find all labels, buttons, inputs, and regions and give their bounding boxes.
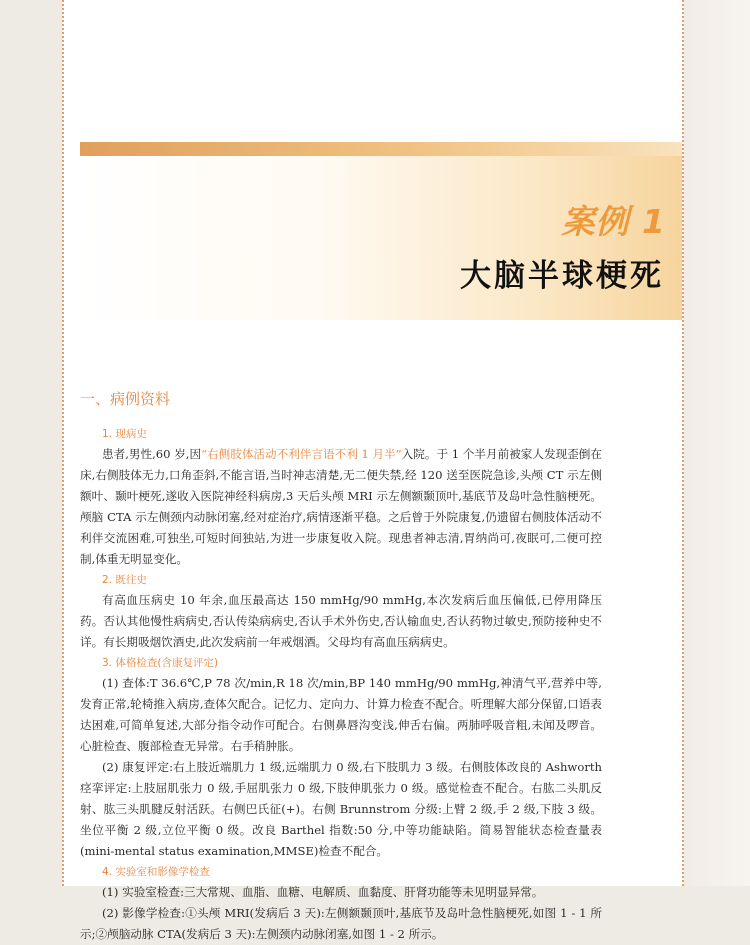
exam-paragraph-1: (1) 查体:T 36.6℃,P 78 次/min,R 18 次/min,BP 140 mmHg/90 mmHg,神清气平,营养中等,发育正常,轮椅推入病房,查体欠配合。记忆力、定向力、计算力检查不配合。听理解大部分保留,口语表达困难,可简单复述,大部分指令动作可配合。右侧鼻唇沟变浅,伸舌右偏。两肺呼吸音粗,未闻及啰音。心脏检查、腹部检查无异常。右手稍肿胀。 xyxy=(80,676,602,753)
present-history-prefix: 患者,男性,60 岁,因 xyxy=(102,447,202,461)
right-gutter xyxy=(686,0,750,886)
blank-top-area xyxy=(64,0,682,138)
chief-complaint: “右侧肢体活动不利伴言语不利 1 月半” xyxy=(201,447,402,461)
exam-paragraph-2: (2) 康复评定:右上肢近端肌力 1 级,远端肌力 0 级,右下肢肌力 3 级。右侧肢体改良的 Ashworth 痉挛评定:上肢屈肌张力 0 级,手屈肌张力 0 级,下肢伸肌张力 0 级。感觉检查不配合。右肱二头肌反射、肱三头肌腱反射活跃。右侧巴氏征(+)。右侧 Brunnstrom 分级:上臂 2 级,手 2 级,下肢 3 级。坐位平衡 2 级,立位平衡 0 级。改良 Barthel 指数:50 分,中等功能缺陷。简易智能状态检查量表(mini-mental status examination,MMSE)检查不配合。 xyxy=(80,760,602,858)
present-history-paragraph xyxy=(80,444,602,570)
past-history-paragraph: 有高血压病史 10 年余,血压最高达 150 mmHg/90 mmHg,本次发病后血压偏低,已停用降压药。否认其他慢性病病史,否认传染病病史,否认手术外伤史,否认输血史,否认药物过敏史,预防接种史不详。有长期吸烟饮酒史,此次发病前一年戒烟酒。父母均有高血压病病史。 xyxy=(80,593,602,649)
present-history-rest: 入院。于 1 个半月前被家人发现歪倒在床,右侧肢体无力,口角歪斜,不能言语,当时神志清楚,无二便失禁,经 120 送至医院急诊,头颅 CT 示左侧额叶、颞叶梗死,遂收入医院神经科病房,3 天后头颅 MRI 示左侧额颞顶叶,基底节及岛叶急性脑梗死。颅脑 CTA 示左侧颈内动脉闭塞,经对症治疗,病情逐渐平稳。之后曾于外院康复,仍遗留右侧肢体活动不利伴交流困难,可独坐,可短时间独站,为进一步康复收入院。现患者神志清,胃纳尚可,夜眠可,二便可控制,体重无明显变化。 xyxy=(80,447,602,566)
banner-stripe xyxy=(80,142,682,156)
subsection-heading-lab: 4. 实验室和影像学检查 xyxy=(102,866,210,878)
subsection-heading-present-history: 1. 现病史 xyxy=(102,428,147,440)
document-body xyxy=(80,424,602,945)
right-page-border xyxy=(682,0,684,886)
subsection-heading-exam: 3. 体格检查(含康复评定) xyxy=(102,657,219,669)
lab-paragraph-1: (1) 实验室检查:三大常规、血脂、血糖、电解质、血黏度、肝肾功能等未见明显异常。 xyxy=(102,885,544,899)
case-title: 大脑半球梗死 xyxy=(460,258,664,294)
section-title: 一、病例资料 xyxy=(80,390,171,408)
case-label: 案例 1 xyxy=(561,202,666,241)
subsection-heading-past-history: 2. 既往史 xyxy=(102,574,147,586)
lab-paragraph-2: (2) 影像学检查:①头颅 MRI(发病后 3 天):左侧额颞顶叶,基底节及岛叶急性脑梗死,如图 1 - 1 所示;②颅脑动脉 CTA(发病后 3 天):左侧颈内动脉闭塞,如图 1 - 2 所示。 xyxy=(80,906,602,941)
